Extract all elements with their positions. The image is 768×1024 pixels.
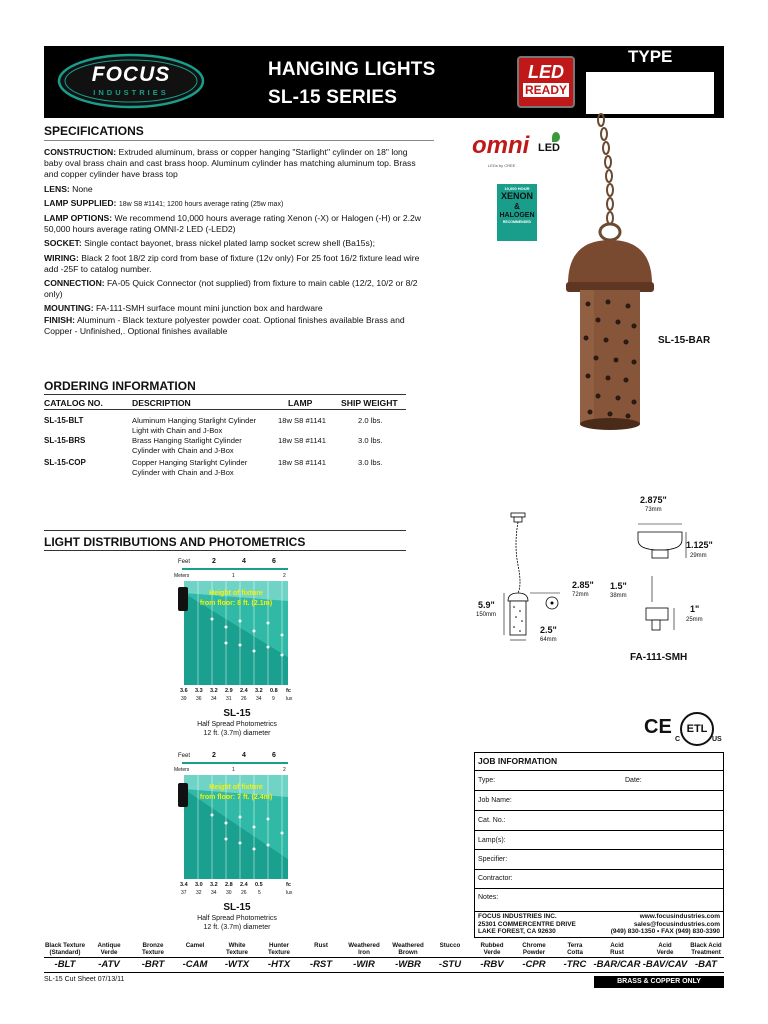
meters-tick: 1 [232, 573, 235, 579]
wiring-value: Black 2 foot 18/2 zip cord from base of fixture (12v only) For 25 foot 16/2 fixture lead wire add -25F to catalog number. [44, 252, 420, 274]
finish-name-line-2: Texture [142, 949, 164, 956]
xenon-badge-line-1: 10,000 HOUR [504, 186, 530, 191]
height-note-line-2: from floor: 7 ft. (2.4m) [199, 794, 273, 801]
job-notes-label: Notes: [478, 894, 499, 901]
dim-height-mm: 150mm [476, 612, 497, 618]
finish-row [44, 315, 424, 337]
finish-name-line-1: Rust [314, 942, 328, 949]
dim-height: 5.9" [478, 600, 495, 610]
lux-value: 5 [258, 890, 261, 896]
finish-name-line-2: Texture [268, 949, 290, 956]
socket-label: SOCKET: [44, 238, 82, 249]
finish-code: -STU [438, 959, 462, 970]
wiring-label: WIRING: [44, 252, 79, 263]
feet-tick: 6 [272, 558, 276, 565]
company-city: LAKE FOREST, CA 92630 [478, 928, 556, 935]
fc-value: 3.2 [210, 688, 218, 694]
company-website[interactable]: www.focusindustries.com [639, 913, 720, 920]
connection-label: CONNECTION: [44, 278, 105, 289]
dim-top-width-mm: 73mm [645, 507, 662, 513]
lux-value: 32 [196, 890, 202, 896]
lamp-options-label: LAMP OPTIONS: [44, 213, 113, 224]
finish-code: -WIR [353, 959, 375, 970]
finish-name-line-1: Terra [567, 942, 583, 949]
photometric-chart-1 [170, 556, 310, 740]
row-3-description [132, 458, 247, 478]
job-type-label: Type: [478, 777, 496, 784]
xenon-badge-line-2: XENON [500, 191, 533, 201]
job-contractor-label: Contractor: [478, 875, 513, 882]
company-phone: (949) 830-1350 • FAX (949) 830-3390 [610, 928, 720, 935]
height-note [186, 783, 286, 803]
feet-tick: 2 [212, 558, 216, 565]
finish-name [472, 942, 512, 956]
dim-box-height: 1.125" [686, 540, 713, 550]
lamp-options-row [44, 213, 424, 235]
xenon-halogen-badge [497, 184, 537, 241]
xenon-badge-line-3: & [514, 202, 520, 211]
finish-name [258, 942, 300, 956]
omni-brand: omni [472, 132, 530, 159]
job-specifier-label: Specifier: [478, 856, 508, 863]
ordering-heading: ORDERING INFORMATION [44, 379, 196, 393]
finish-name-line-2: (Standard) [49, 949, 81, 956]
finish-name-line-1: Acid [658, 942, 672, 949]
row-1-catalog: SL-15-BLT [44, 416, 84, 425]
finish-name-line-2: Brown [398, 949, 418, 956]
job-divider [475, 911, 723, 912]
title-line-2: SL-15 SERIES [268, 87, 398, 108]
job-field-line[interactable] [475, 849, 723, 850]
job-heading: JOB INFORMATION [478, 756, 558, 766]
job-date-label: Date: [625, 777, 642, 784]
xenon-badge-line-5: RECOMMENDED [502, 220, 532, 224]
feet-tick: 2 [212, 752, 216, 759]
row-2-catalog: SL-15-BRS [44, 436, 86, 445]
lamp-supplied-row [44, 198, 424, 210]
lux-unit: lux [286, 890, 293, 896]
company-address [478, 913, 576, 936]
dim-diameter: 2.85" [572, 580, 594, 590]
finish-name-line-1: Weathered [348, 942, 380, 949]
lux-value: 34 [211, 696, 217, 702]
feet-tick: 4 [242, 752, 246, 759]
finish-name [386, 942, 430, 956]
finish-name-line-2: Cotta [567, 949, 583, 956]
finish-name [592, 942, 642, 956]
dim-box-depth-mm: 25mm [686, 617, 703, 623]
job-information-box [474, 752, 724, 938]
lux-value: 34 [256, 696, 262, 702]
finish-name-line-1: Black Acid [690, 942, 722, 949]
job-divider [475, 770, 723, 771]
finish-name-line-1: White [228, 942, 246, 949]
finish-name-line-2: Iron [358, 949, 370, 956]
mounting-label: MOUNTING: [44, 303, 94, 314]
finish-name-line-1: Antique [97, 942, 121, 949]
lamp-supplied-value: 18w S8 #1141; 1200 hours average rating (25w max) [118, 200, 284, 208]
finish-name [300, 942, 342, 949]
finish-name-line-1: Weathered [392, 942, 424, 949]
finish-name-line-1: Hunter [269, 942, 289, 949]
finish-name [556, 942, 594, 956]
type-box[interactable] [586, 72, 714, 114]
finish-name [44, 942, 86, 956]
height-note-line-1: Height of fixture [209, 590, 263, 597]
fc-value: 3.4 [180, 882, 188, 888]
photometrics-bottom-divider [44, 550, 406, 551]
dim-cylinder: 2.5" [540, 625, 557, 635]
feet-axis [182, 762, 288, 764]
dim-box-width: 1.5" [610, 581, 627, 591]
finish-name-line-2: Texture [226, 949, 248, 956]
finish-name [430, 942, 470, 949]
finish-name-line-1: Camel [185, 942, 205, 949]
fc-value: 2.8 [225, 882, 233, 888]
row-3-weight: 3.0 lbs. [358, 458, 383, 467]
led-badge-line-1: LED [528, 62, 564, 82]
finish-name [642, 942, 688, 956]
finish-code: -HTX [267, 959, 291, 970]
finish-name-line-2: Rust [610, 949, 624, 956]
socket-row [44, 238, 424, 249]
finish-name-line-1: Black Texture [44, 942, 86, 949]
xenon-badge-line-4: HALOGEN [499, 212, 535, 219]
finish-name-line-2: Treatment [691, 949, 721, 956]
lux-value: 9 [272, 696, 275, 702]
fc-value: 0.8 [270, 688, 278, 694]
socket-value: Single contact bayonet, brass nickel plated lamp socket screw shell (Ba15s); [84, 238, 376, 249]
row-1-description [132, 416, 256, 436]
chart-caption-2: 12 ft. (3.7m) diameter [203, 730, 271, 737]
focus-logo [56, 52, 206, 110]
job-field-line[interactable] [475, 810, 723, 811]
photometrics-heading: LIGHT DISTRIBUTIONS AND PHOTOMETRICS [44, 535, 306, 549]
mount-label: FA-111-SMH [630, 652, 688, 663]
row-2-desc-line-1: Brass Hanging Starlight Cylinder [132, 436, 242, 445]
chart-caption-1: Half Spread Photometrics [197, 915, 277, 922]
finish-code: -ATV [98, 959, 120, 970]
dim-cylinder-mm: 64mm [540, 637, 557, 643]
feet-axis [182, 568, 288, 570]
finish-code: -BAV/CAV [642, 959, 688, 970]
etl-text: ETL [686, 723, 708, 735]
job-field-line[interactable] [475, 888, 723, 889]
feet-label: Feet [178, 559, 191, 565]
etl-c: C [675, 736, 681, 743]
construction-label: CONSTRUCTION: [44, 147, 117, 157]
fc-value: 3.6 [180, 688, 188, 694]
finish-name [514, 942, 554, 956]
dim-top-width: 2.875" [640, 495, 667, 505]
finish-name [216, 942, 258, 956]
lux-value: 30 [226, 890, 232, 896]
specifications-text [44, 147, 424, 337]
finish-code: -WTX [224, 959, 250, 970]
finish-name [688, 942, 724, 956]
finish-code: -TRC [563, 959, 587, 970]
finishes-divider [44, 957, 724, 958]
finish-name-line-1: Stucco [439, 942, 461, 949]
fc-value: 3.2 [210, 882, 218, 888]
row-2-description [132, 436, 242, 456]
meters-tick: 1 [232, 767, 235, 773]
specifications-heading: SPECIFICATIONS [44, 124, 144, 138]
row-3-lamp: 18w S8 #1141 [278, 458, 326, 467]
fc-unit: fc [286, 882, 291, 888]
row-2-desc-line-2: Cylinder with Chain and J-Box [132, 446, 234, 455]
height-note-line-1: Height of fixture [209, 784, 263, 791]
company-street: 25301 COMMERCENTRE DRIVE [478, 920, 576, 928]
dim-diameter-mm: 72mm [572, 592, 589, 598]
job-field-line[interactable] [475, 790, 723, 791]
height-note-line-2: from floor: 8 ft. (2.1m) [199, 600, 273, 607]
finishes-bottom-border [44, 972, 724, 973]
dim-box-depth: 1" [690, 604, 700, 614]
finish-code: -BLT [54, 959, 76, 970]
col-lamp: LAMP [288, 398, 313, 408]
chart-caption-1: Half Spread Photometrics [197, 721, 277, 728]
cut-sheet-label: SL-15 Cut Sheet 07/13/11 [44, 976, 125, 983]
finish-code: -CPR [522, 959, 546, 970]
finish-name-line-2: Powder [522, 949, 546, 956]
fc-value: 2.4 [240, 688, 248, 694]
finish-label: FINISH: [44, 314, 76, 325]
lux-value: 31 [226, 696, 232, 702]
mounting-value: FA-111-SMH surface mount mini junction box and hardware [96, 303, 323, 314]
etl-mark [680, 712, 714, 746]
finish-code: -WBR [395, 959, 421, 970]
photometrics-top-divider [44, 530, 406, 531]
omni-led-logo [470, 132, 565, 172]
finish-name [174, 942, 216, 949]
finish-code: -BAR/CAR [593, 959, 641, 970]
finish-code: -RST [309, 959, 333, 970]
logo-text: FOCUS [91, 63, 171, 86]
feet-tick: 4 [242, 558, 246, 565]
ordering-header-divider [44, 409, 406, 410]
finish-name-line-2: Verde [483, 949, 501, 956]
fc-value: 0.5 [255, 882, 263, 888]
chart-name: SL-15 [223, 902, 251, 913]
lux-value: 26 [241, 890, 247, 896]
lux-value: 26 [241, 696, 247, 702]
omni-led-text: LED [538, 142, 560, 154]
job-lamp-label: Lamp(s): [478, 837, 506, 844]
lamp-supplied-label: LAMP SUPPLIED: [44, 197, 117, 208]
mounting-row [44, 303, 424, 314]
fc-value: 3.3 [195, 688, 203, 694]
finish-code: -BAT [695, 959, 717, 970]
col-catalog: CATALOG NO. [44, 398, 103, 408]
finish-name-line-2: Verde [100, 949, 118, 956]
finish-name [132, 942, 174, 956]
ordering-divider [44, 394, 406, 395]
meters-label: Meters [174, 767, 190, 773]
photometric-chart-2 [170, 750, 310, 938]
lux-value: 34 [211, 890, 217, 896]
job-cat-label: Cat. No.: [478, 817, 506, 824]
wiring-row [44, 253, 424, 275]
lens-label: LENS: [44, 183, 70, 194]
ce-mark: CE [644, 716, 672, 738]
lens-row [44, 184, 424, 195]
company-name: FOCUS INDUSTRIES INC. [478, 913, 557, 920]
row-1-desc-line-2: Light with Chain and J-Box [132, 426, 223, 435]
construction-value: Extruded aluminum, brass or copper hanging "Starlight" cylinder on 18" long baby oval brass chain and cast brass hoop. Aluminum cylinder has matching aluminum top. Brass and copper cylinder have brass top [44, 147, 416, 180]
fc-value: 2.4 [240, 882, 248, 888]
finish-code: -CAM [182, 959, 208, 970]
omni-subtext: LEDs by CREE [488, 163, 516, 168]
led-ready-badge [517, 56, 575, 108]
brass-copper-note: BRASS & COPPER ONLY [594, 976, 724, 988]
finish-name-line-1: Bronze [142, 942, 164, 949]
chart-caption-2: 12 ft. (3.7m) diameter [203, 924, 271, 931]
product-image [556, 112, 656, 434]
feet-tick: 6 [272, 752, 276, 759]
row-3-desc-line-2: Cylinder with Chain and J-Box [132, 468, 234, 477]
row-1-weight: 2.0 lbs. [358, 416, 383, 425]
finish-name-line-1: Chrome [522, 942, 546, 949]
row-1-desc-line-1: Aluminum Hanging Starlight Cylinder [132, 416, 257, 425]
fc-value: 2.9 [225, 688, 233, 694]
finish-name-line-2: Verde [656, 949, 674, 956]
company-contact [611, 913, 720, 936]
dim-box-width-mm: 38mm [610, 593, 627, 599]
finish-name [88, 942, 130, 956]
meters-label: Meters [174, 573, 190, 579]
connection-row [44, 278, 424, 300]
feet-label: Feet [178, 753, 191, 759]
product-label: SL-15-BAR [658, 335, 711, 346]
finish-value: Aluminum - Black texture polyester powder coat. Optional finishes available Brass and Copper - Unfinished,. Optional finishes available [44, 314, 405, 336]
finish-name [342, 942, 386, 956]
spec-divider [44, 140, 434, 141]
dim-box-height-mm: 29mm [690, 553, 707, 559]
row-2-lamp: 18w S8 #1141 [278, 436, 326, 445]
chart-name: SL-15 [223, 708, 251, 719]
job-field-line[interactable] [475, 830, 723, 831]
row-3-catalog: SL-15-COP [44, 458, 86, 467]
construction-row [44, 147, 424, 181]
meters-tick: 2 [283, 573, 286, 579]
fc-value: 3.2 [255, 688, 263, 694]
job-field-line[interactable] [475, 869, 723, 870]
finish-code: -RBV [480, 959, 504, 970]
page-title [268, 56, 435, 112]
fc-unit: fc [286, 688, 291, 694]
finish-code: -BRT [141, 959, 165, 970]
job-name-label: Job Name: [478, 797, 512, 804]
lens-value: None [72, 183, 93, 194]
row-3-desc-line-1: Copper Hanging Starlight Cylinder [132, 458, 248, 467]
lux-unit: lux [286, 696, 293, 702]
row-1-lamp: 18w S8 #1141 [278, 416, 326, 425]
company-email[interactable]: sales@focusindustries.com [633, 920, 720, 928]
logo-subtext: INDUSTRIES [93, 88, 169, 97]
finish-name-line-1: Rubbed [480, 942, 504, 949]
lux-value: 37 [181, 890, 187, 896]
title-line-1: HANGING LIGHTS [268, 59, 436, 80]
row-2-weight: 3.0 lbs. [358, 436, 383, 445]
finish-name-line-1: Acid [610, 942, 624, 949]
height-note [186, 589, 286, 609]
lux-value: 39 [181, 696, 187, 702]
connection-value: FA-05 Quick Connector (not supplied) from fixture to main cable (12/2, 10/2 or 8/2 only) [44, 278, 418, 300]
type-label: TYPE [628, 47, 673, 66]
etl-us: US [712, 736, 722, 743]
meters-tick: 2 [283, 767, 286, 773]
col-ship-weight: SHIP WEIGHT [341, 398, 398, 408]
led-badge-line-2: READY [524, 83, 567, 97]
lamp-options-value: We recommend 10,000 hours average rating Xenon (-X) or Halogen (-H) or 2.2w 50,000 hours average rating OMNI-2 LED (-LED2) [44, 213, 422, 235]
fc-value: 3.0 [195, 882, 203, 888]
lux-value: 36 [196, 696, 202, 702]
col-description: DESCRIPTION [132, 398, 191, 408]
